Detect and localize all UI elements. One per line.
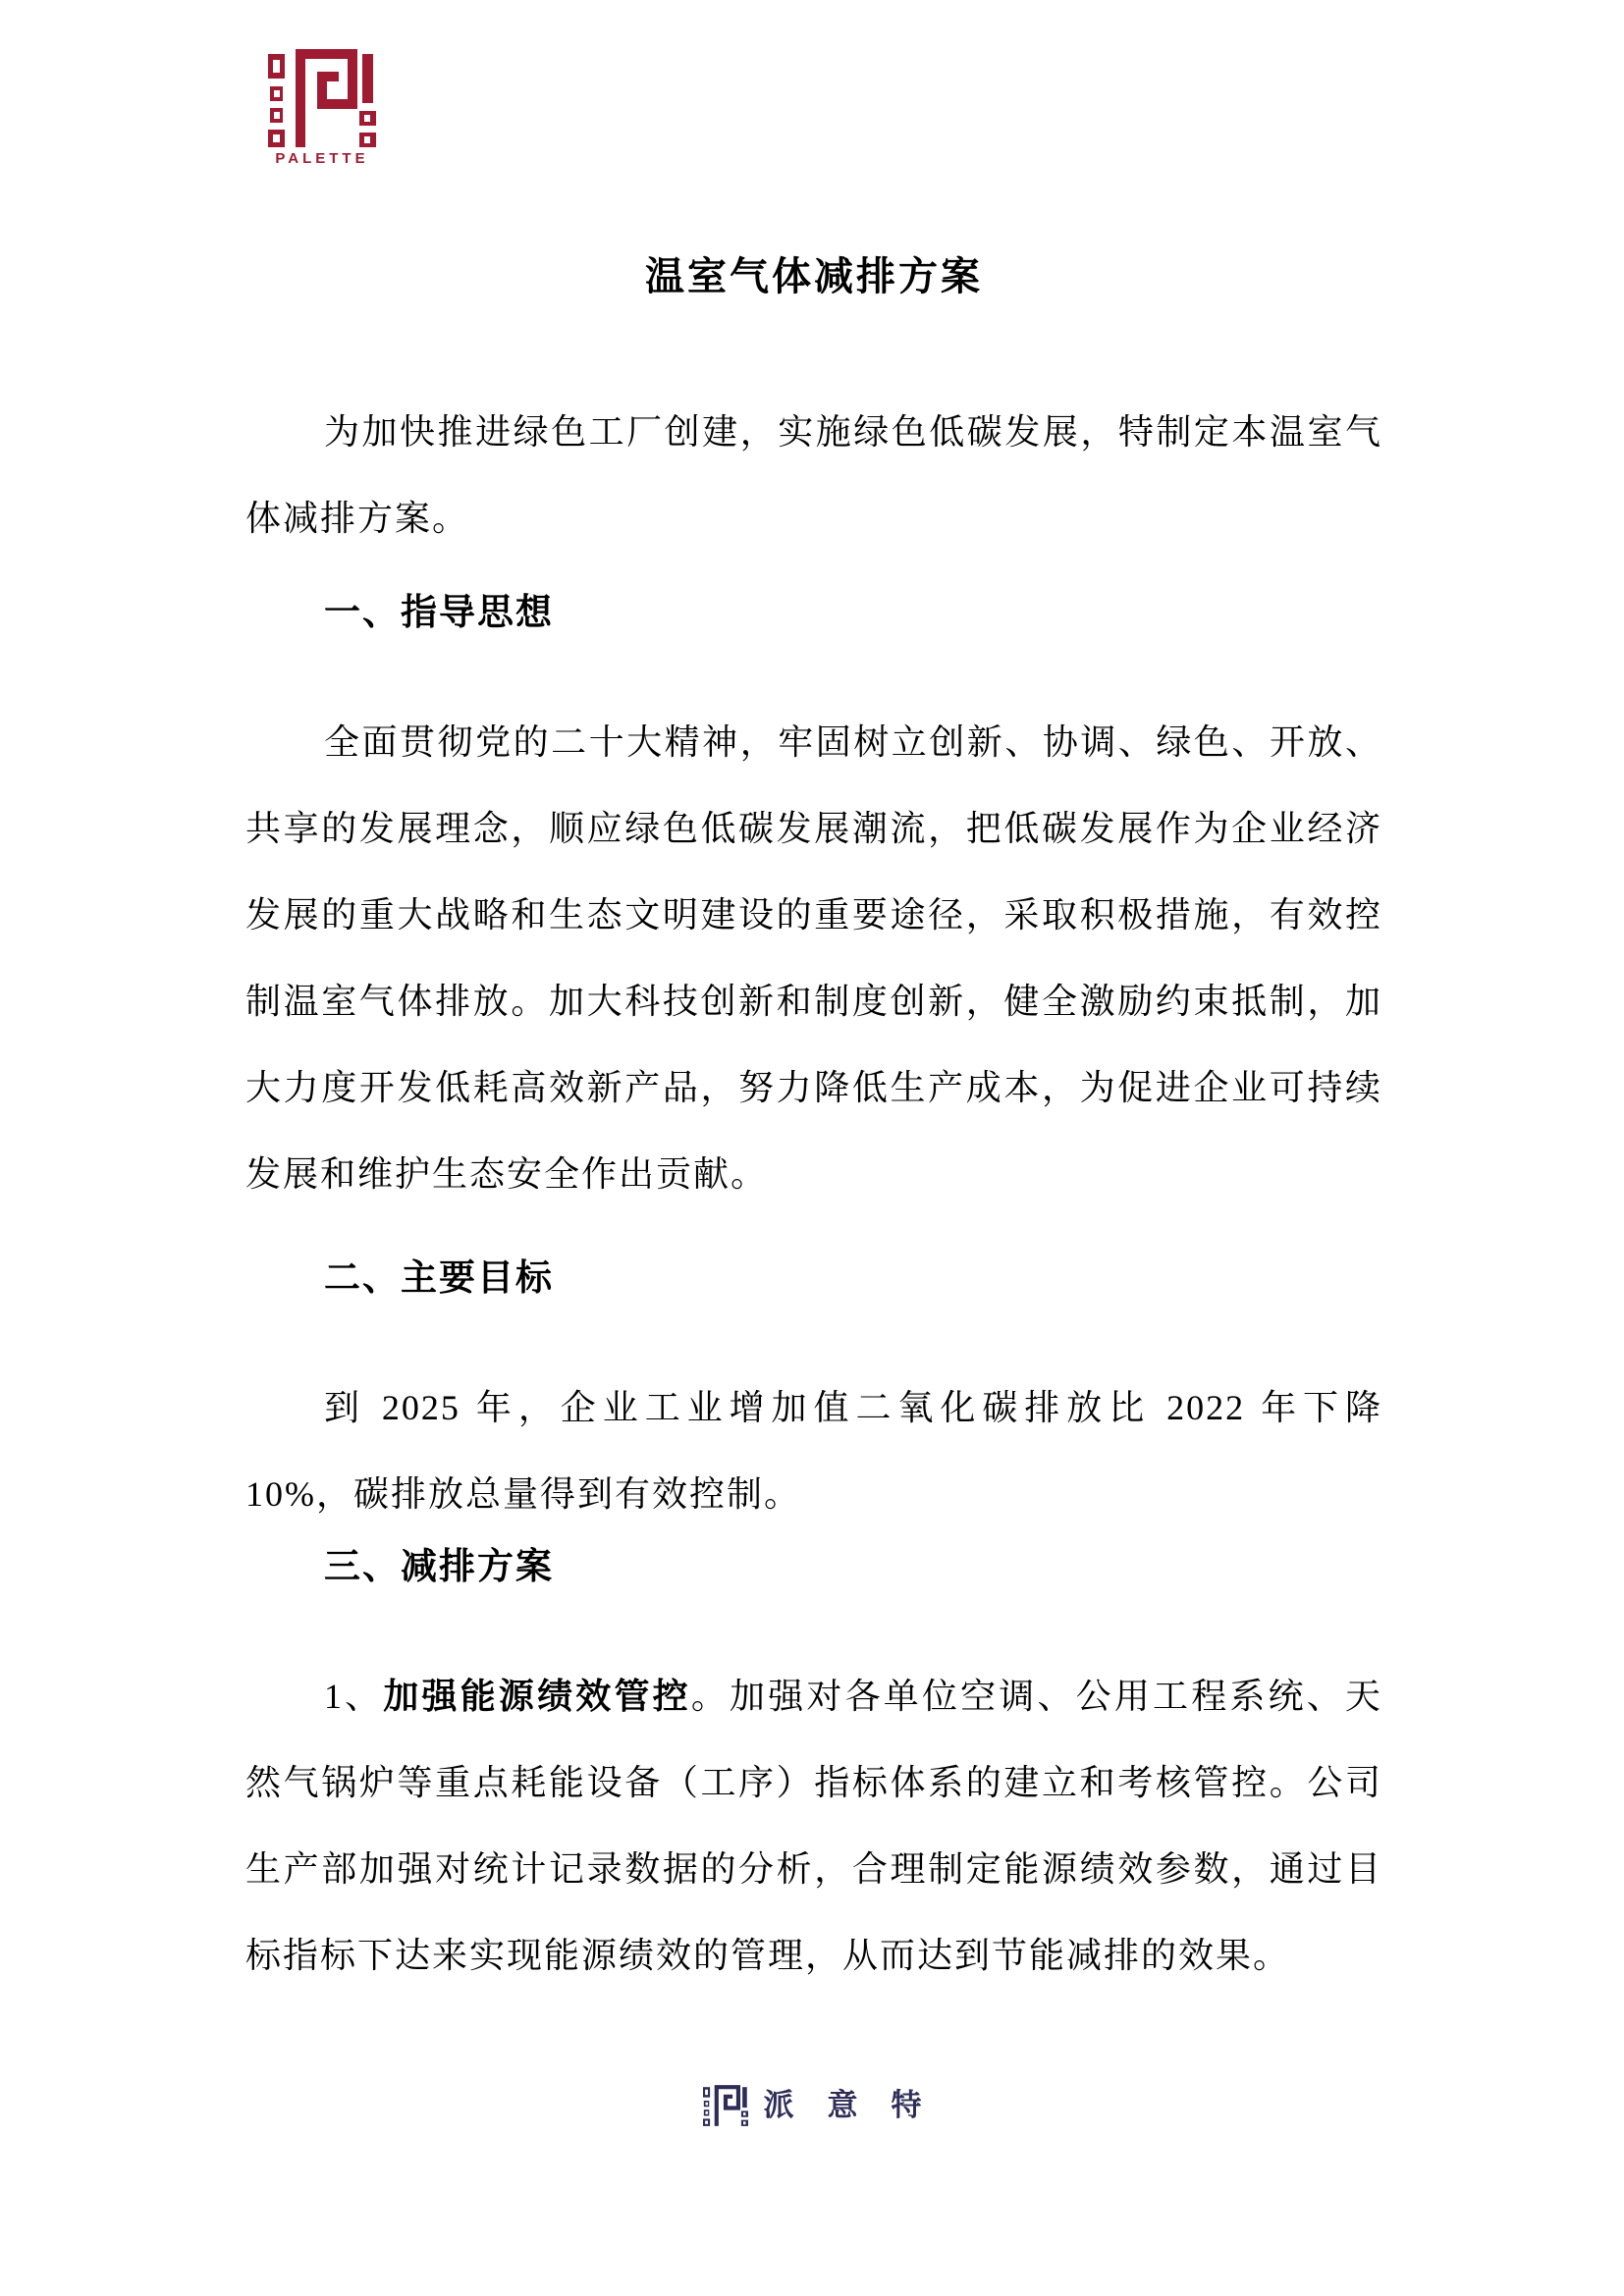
footer-brand-text: 派意特: [763, 2088, 955, 2122]
item-1-text: 。加强对各单位空调、公用工程系统、天然气锅炉等重点耗能设备（工序）指标体系的建立和考核管控。公司生产部加强对统计记录数据的分析，合理制定能源绩效参数，通过目标指标下达来实现能源绩效的管理，从而达到节能减排的效果。: [245, 1677, 1382, 1975]
section-3-item-1: [245, 1653, 1382, 1999]
section-3-heading: 三、减排方案: [324, 1546, 554, 1586]
footer-brand: [0, 2083, 1624, 2128]
item-1-number: 1、: [324, 1677, 384, 1716]
section-2-heading: 二、主要目标: [324, 1257, 554, 1298]
section-1-paragraph: 全面贯彻党的二十大精神，牢固树立创新、协调、绿色、开放、共享的发展理念，顺应绿色低碳发展潮流，把低碳发展作为企业经济发展的重大战略和生态文明建设的重要途径，采取积极措施，有效控制温室气体排放。加大科技创新和制度创新，健全激励约束抵制，加大力度开发低耗高效新产品，努力降低生产成本，为促进企业可持续发展和维护生态安全作出贡献。: [245, 722, 1382, 1194]
document-content: [245, 251, 1382, 1999]
paiyite-logo-icon: [703, 2085, 748, 2126]
intro-paragraph: 为加快推进绿色工厂创建，实施绿色低碳发展，特制定本温室气体减排方案。: [245, 412, 1382, 538]
header-brand-text: PALETTE: [275, 150, 369, 167]
header-brand: [267, 49, 377, 167]
item-1-lead: 加强能源绩效管控: [383, 1676, 691, 1716]
section-2-paragraph: 到 2025 年，企业工业增加值二氧化碳排放比 2022 年下降 10%，碳排放总量得到有效控制。: [245, 1388, 1382, 1514]
palette-logo-icon: [268, 49, 376, 147]
page-title: 温室气体减排方案: [645, 254, 983, 298]
section-1-heading: 一、指导思想: [324, 592, 554, 632]
